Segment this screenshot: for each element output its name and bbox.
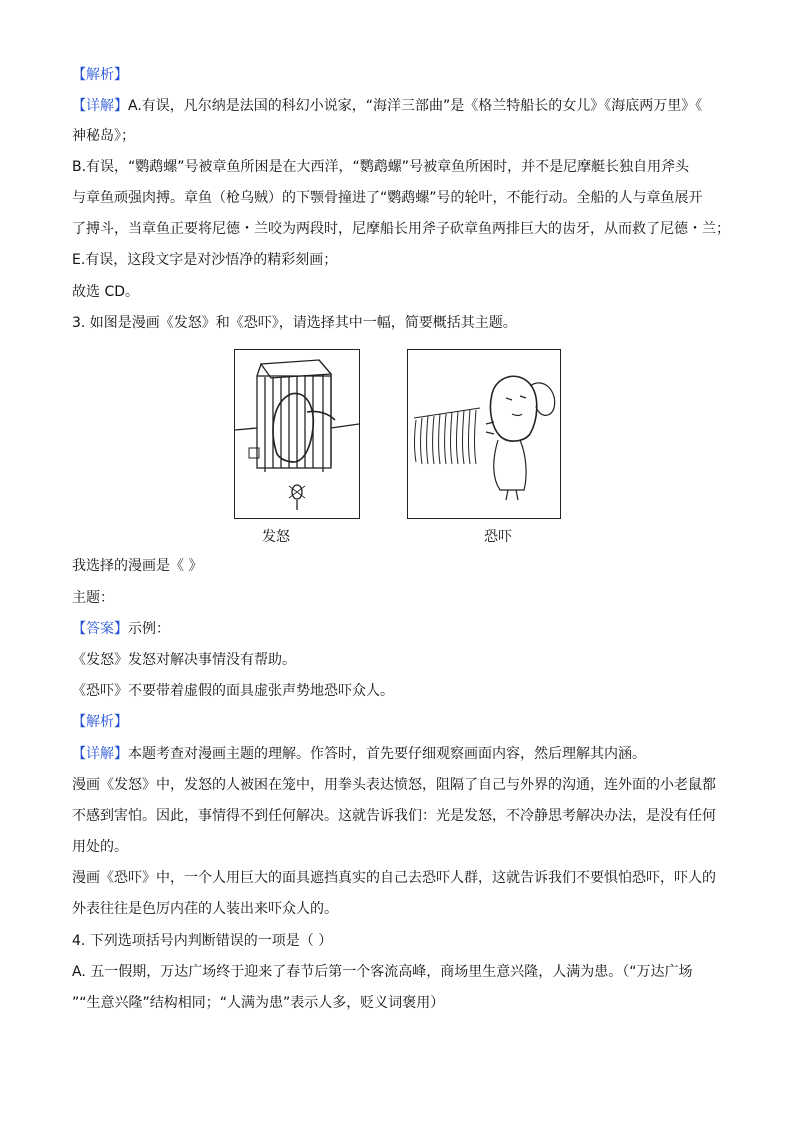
option-a-line-2: ”“生意兴隆”结构相同；“人满为患”表示人多，贬义词褒用） — [72, 995, 445, 1011]
text-line: 漫画《发怒》中，发怒的人被困在笼中，用拳头表达愤怒，阻隔了自己与外界的沟通，连外面的小老鼠都 — [72, 777, 716, 793]
text-line: 用处的。 — [72, 839, 128, 855]
text-line: 神秘岛》； — [72, 128, 135, 144]
answer-tag: 【答案】 — [72, 621, 128, 637]
answer-choice-line: 我选择的漫画是《 》 — [72, 558, 203, 574]
analysis-tag: 【解析】 — [72, 67, 128, 83]
text-line: 故选 CD。 — [72, 284, 140, 300]
answer-line: 《恐吓》不要带着虚假的面具虚张声势地恐吓众人。 — [72, 683, 394, 699]
answer-line: 《发怒》发怒对解决事情没有帮助。 — [72, 652, 296, 668]
cartoon-anger-caption: 发怒 — [262, 529, 290, 545]
cartoon-threat-drawing — [408, 350, 560, 518]
detail-tag: 【详解】 — [72, 98, 128, 114]
question-4: 4. 下列选项括号内判断错误的一项是（ ） — [72, 933, 333, 949]
cartoon-anger-image — [234, 349, 360, 519]
detail-tag: 【详解】 — [72, 746, 128, 762]
text-line: 与章鱼顽强肉搏。章鱼（枪乌贼）的下颚骨撞进了“鹦鹉螺”号的轮叶，不能行动。全船的人与章鱼展开 — [72, 190, 703, 206]
analysis-heading-2 — [72, 712, 734, 732]
cartoon-threat-image — [407, 349, 561, 519]
text-line: 不感到害怕。因此，事情得不到任何解决。这就告诉我们：光是发怒，不冷静思考解决办法，是没有任何 — [72, 808, 716, 824]
option-a-line-1: A. 五一假期，万达广场终于迎来了春节后第一个客流高峰，商场里生意兴隆，人满为患。（“万达广场 — [72, 964, 693, 980]
detail-line-2 — [72, 744, 734, 764]
detail-line-1 — [72, 96, 734, 116]
detail-text: A.有误，凡尔纳是法国的科幻小说家，“海洋三部曲”是《格兰特船长的女儿》《海底两万里》《 — [128, 98, 703, 114]
cartoon-threat-caption: 恐吓 — [484, 529, 512, 545]
detail-text: 本题考查对漫画主题的理解。作答时，首先要仔细观察画面内容，然后理解其内涵。 — [128, 746, 646, 762]
text-line: 外表往往是色厉内荏的人装出来吓众人的。 — [72, 901, 338, 917]
text-line: 漫画《恐吓》中，一个人用巨大的面具遮挡真实的自己去恐吓人群，这就告诉我们不要惧怕恐吓，吓人的 — [72, 870, 716, 886]
question-3: 3. 如图是漫画《发怒》和《恐吓》，请选择其中一幅，简要概括其主题。 — [72, 315, 517, 331]
cartoon-anger-drawing — [235, 350, 359, 518]
text-line: E.有误，这段文字是对沙悟净的精彩刻画； — [72, 252, 338, 268]
theme-line: 主题： — [72, 590, 114, 606]
answer-heading — [72, 619, 734, 639]
answer-text: 示例： — [128, 621, 170, 637]
text-line: 了搏斗，当章鱼正要将尼德・兰咬为两段时，尼摩船长用斧子砍章鱼两排巨大的齿牙，从而救了尼德・兰； — [72, 221, 730, 237]
analysis-tag: 【解析】 — [72, 714, 128, 730]
analysis-heading-1 — [72, 65, 734, 85]
text-line: B.有误，“鹦鹉螺”号被章鱼所困是在大西洋，“鹦鹉螺”号被章鱼所困时，并不是尼摩艇长独自用斧头 — [72, 159, 690, 175]
